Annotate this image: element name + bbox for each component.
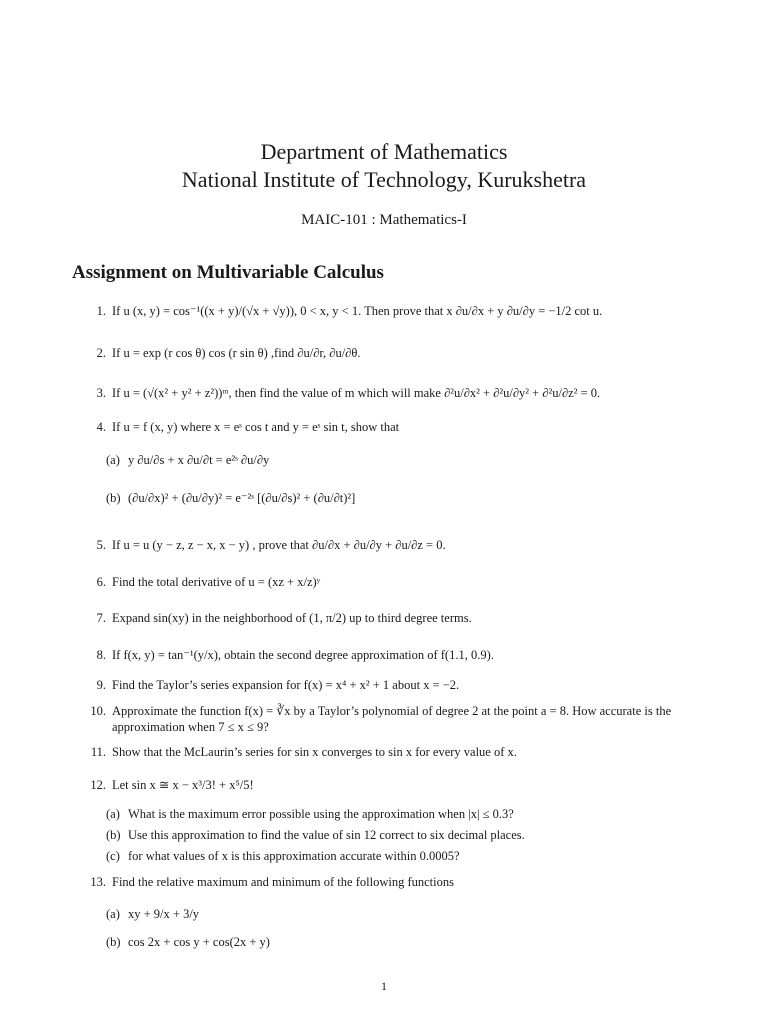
- question-text: If u = u (y − z, z − x, x − y) , prove that ∂u/∂x + ∂u/∂y + ∂u/∂z = 0.: [112, 538, 446, 552]
- question-text: Let sin x ≅ x − x³/3! + x⁵/5!: [112, 778, 254, 792]
- question-12-part-b: [106, 827, 525, 843]
- question-text: If u = exp (r cos θ) cos (r sin θ) ,find ∂u/∂r, ∂u/∂θ.: [112, 346, 361, 360]
- question-number: 1.: [96, 304, 106, 318]
- question-13-part-b: [106, 934, 270, 950]
- course-code: MAIC-101 : Mathematics-I: [301, 212, 467, 228]
- question-8: [80, 647, 720, 663]
- part-label: (b): [106, 935, 121, 949]
- question-1: [80, 303, 720, 319]
- question-4-part-b: [106, 490, 355, 506]
- part-label: (a): [106, 453, 120, 467]
- question-10: [80, 703, 720, 735]
- question-number: 8.: [96, 648, 106, 662]
- question-number: 12.: [90, 778, 106, 792]
- question-text: Approximate the function f(x) = ∛x by a Taylor’s polynomial of degree 2 at the point a = 8. How accurate is the approximation when 7 ≤ x ≤ 9?: [112, 704, 672, 734]
- part-text: (∂u/∂x)² + (∂u/∂y)² = e⁻²ˢ [(∂u/∂s)² + (∂u/∂t)²]: [128, 491, 356, 505]
- question-text: Show that the McLaurin’s series for sin x converges to sin x for every value of x.: [112, 745, 517, 759]
- question-text: Expand sin(xy) in the neighborhood of (1, π/2) up to third degree terms.: [112, 611, 472, 625]
- question-text: Find the total derivative of u = (xz + x/z)ʸ: [112, 575, 321, 589]
- question-13: [80, 874, 720, 890]
- question-6: [80, 574, 720, 590]
- question-3: [80, 385, 720, 401]
- question-5: [80, 537, 720, 553]
- question-number: 4.: [96, 420, 106, 434]
- part-label: (c): [106, 849, 120, 863]
- part-label: (b): [106, 491, 121, 505]
- part-text: What is the maximum error possible using the approximation when |x| ≤ 0.3?: [128, 807, 514, 821]
- question-number: 9.: [96, 678, 106, 692]
- document-header: [0, 138, 768, 229]
- part-label: (a): [106, 907, 120, 921]
- question-7: [80, 610, 720, 626]
- department-name: Department of Mathematics: [260, 139, 508, 164]
- question-number: 13.: [90, 875, 106, 889]
- question-number: 2.: [96, 346, 106, 360]
- part-text: cos 2x + cos y + cos(2x + y): [128, 935, 270, 949]
- question-text: If u = (√(x² + y² + z²))ᵐ, then find the value of m which will make ∂²u/∂x² + ∂²u/∂y² + ∂²u/∂z² = 0.: [112, 386, 601, 400]
- question-12-part-c: [106, 848, 460, 864]
- question-13-part-a: [106, 906, 199, 922]
- part-text: xy + 9/x + 3/y: [128, 907, 200, 921]
- question-number: 10.: [90, 704, 106, 718]
- question-12-part-a: [106, 806, 514, 822]
- question-number: 11.: [90, 745, 106, 759]
- part-label: (a): [106, 807, 120, 821]
- question-number: 5.: [96, 538, 106, 552]
- question-text: If u (x, y) = cos⁻¹((x + y)/(√x + √y)), 0 < x, y < 1. Then prove that x ∂u/∂x + y ∂u/∂y = −1/2 cot u.: [112, 304, 603, 318]
- part-text: y ∂u/∂s + x ∂u/∂t = e²ˢ ∂u/∂y: [128, 453, 270, 467]
- question-4: [80, 419, 720, 435]
- question-number: 3.: [96, 386, 106, 400]
- page-number: 1: [381, 979, 387, 993]
- institute-name: National Institute of Technology, Kurukshetra: [181, 167, 587, 192]
- part-text: Use this approximation to find the value of sin 12 correct to six decimal places.: [128, 828, 525, 842]
- question-2: [80, 345, 720, 361]
- question-number: 7.: [96, 611, 106, 625]
- question-text: If u = f (x, y) where x = eˢ cos t and y = eˢ sin t, show that: [112, 420, 400, 434]
- part-label: (b): [106, 828, 121, 842]
- question-text: Find the Taylor’s series expansion for f(x) = x⁴ + x² + 1 about x = −2.: [112, 678, 460, 692]
- question-number: 6.: [96, 575, 106, 589]
- assignment-title: Assignment on Multivariable Calculus: [72, 262, 384, 283]
- part-text: for what values of x is this approximation accurate within 0.0005?: [128, 849, 460, 863]
- question-9: [80, 677, 720, 693]
- question-text: Find the relative maximum and minimum of the following functions: [112, 875, 454, 889]
- question-4-part-a: [106, 452, 269, 468]
- question-text: If f(x, y) = tan⁻¹(y/x), obtain the second degree approximation of f(1.1, 0.9).: [112, 648, 494, 662]
- question-11: [80, 744, 720, 760]
- question-12: [80, 777, 720, 793]
